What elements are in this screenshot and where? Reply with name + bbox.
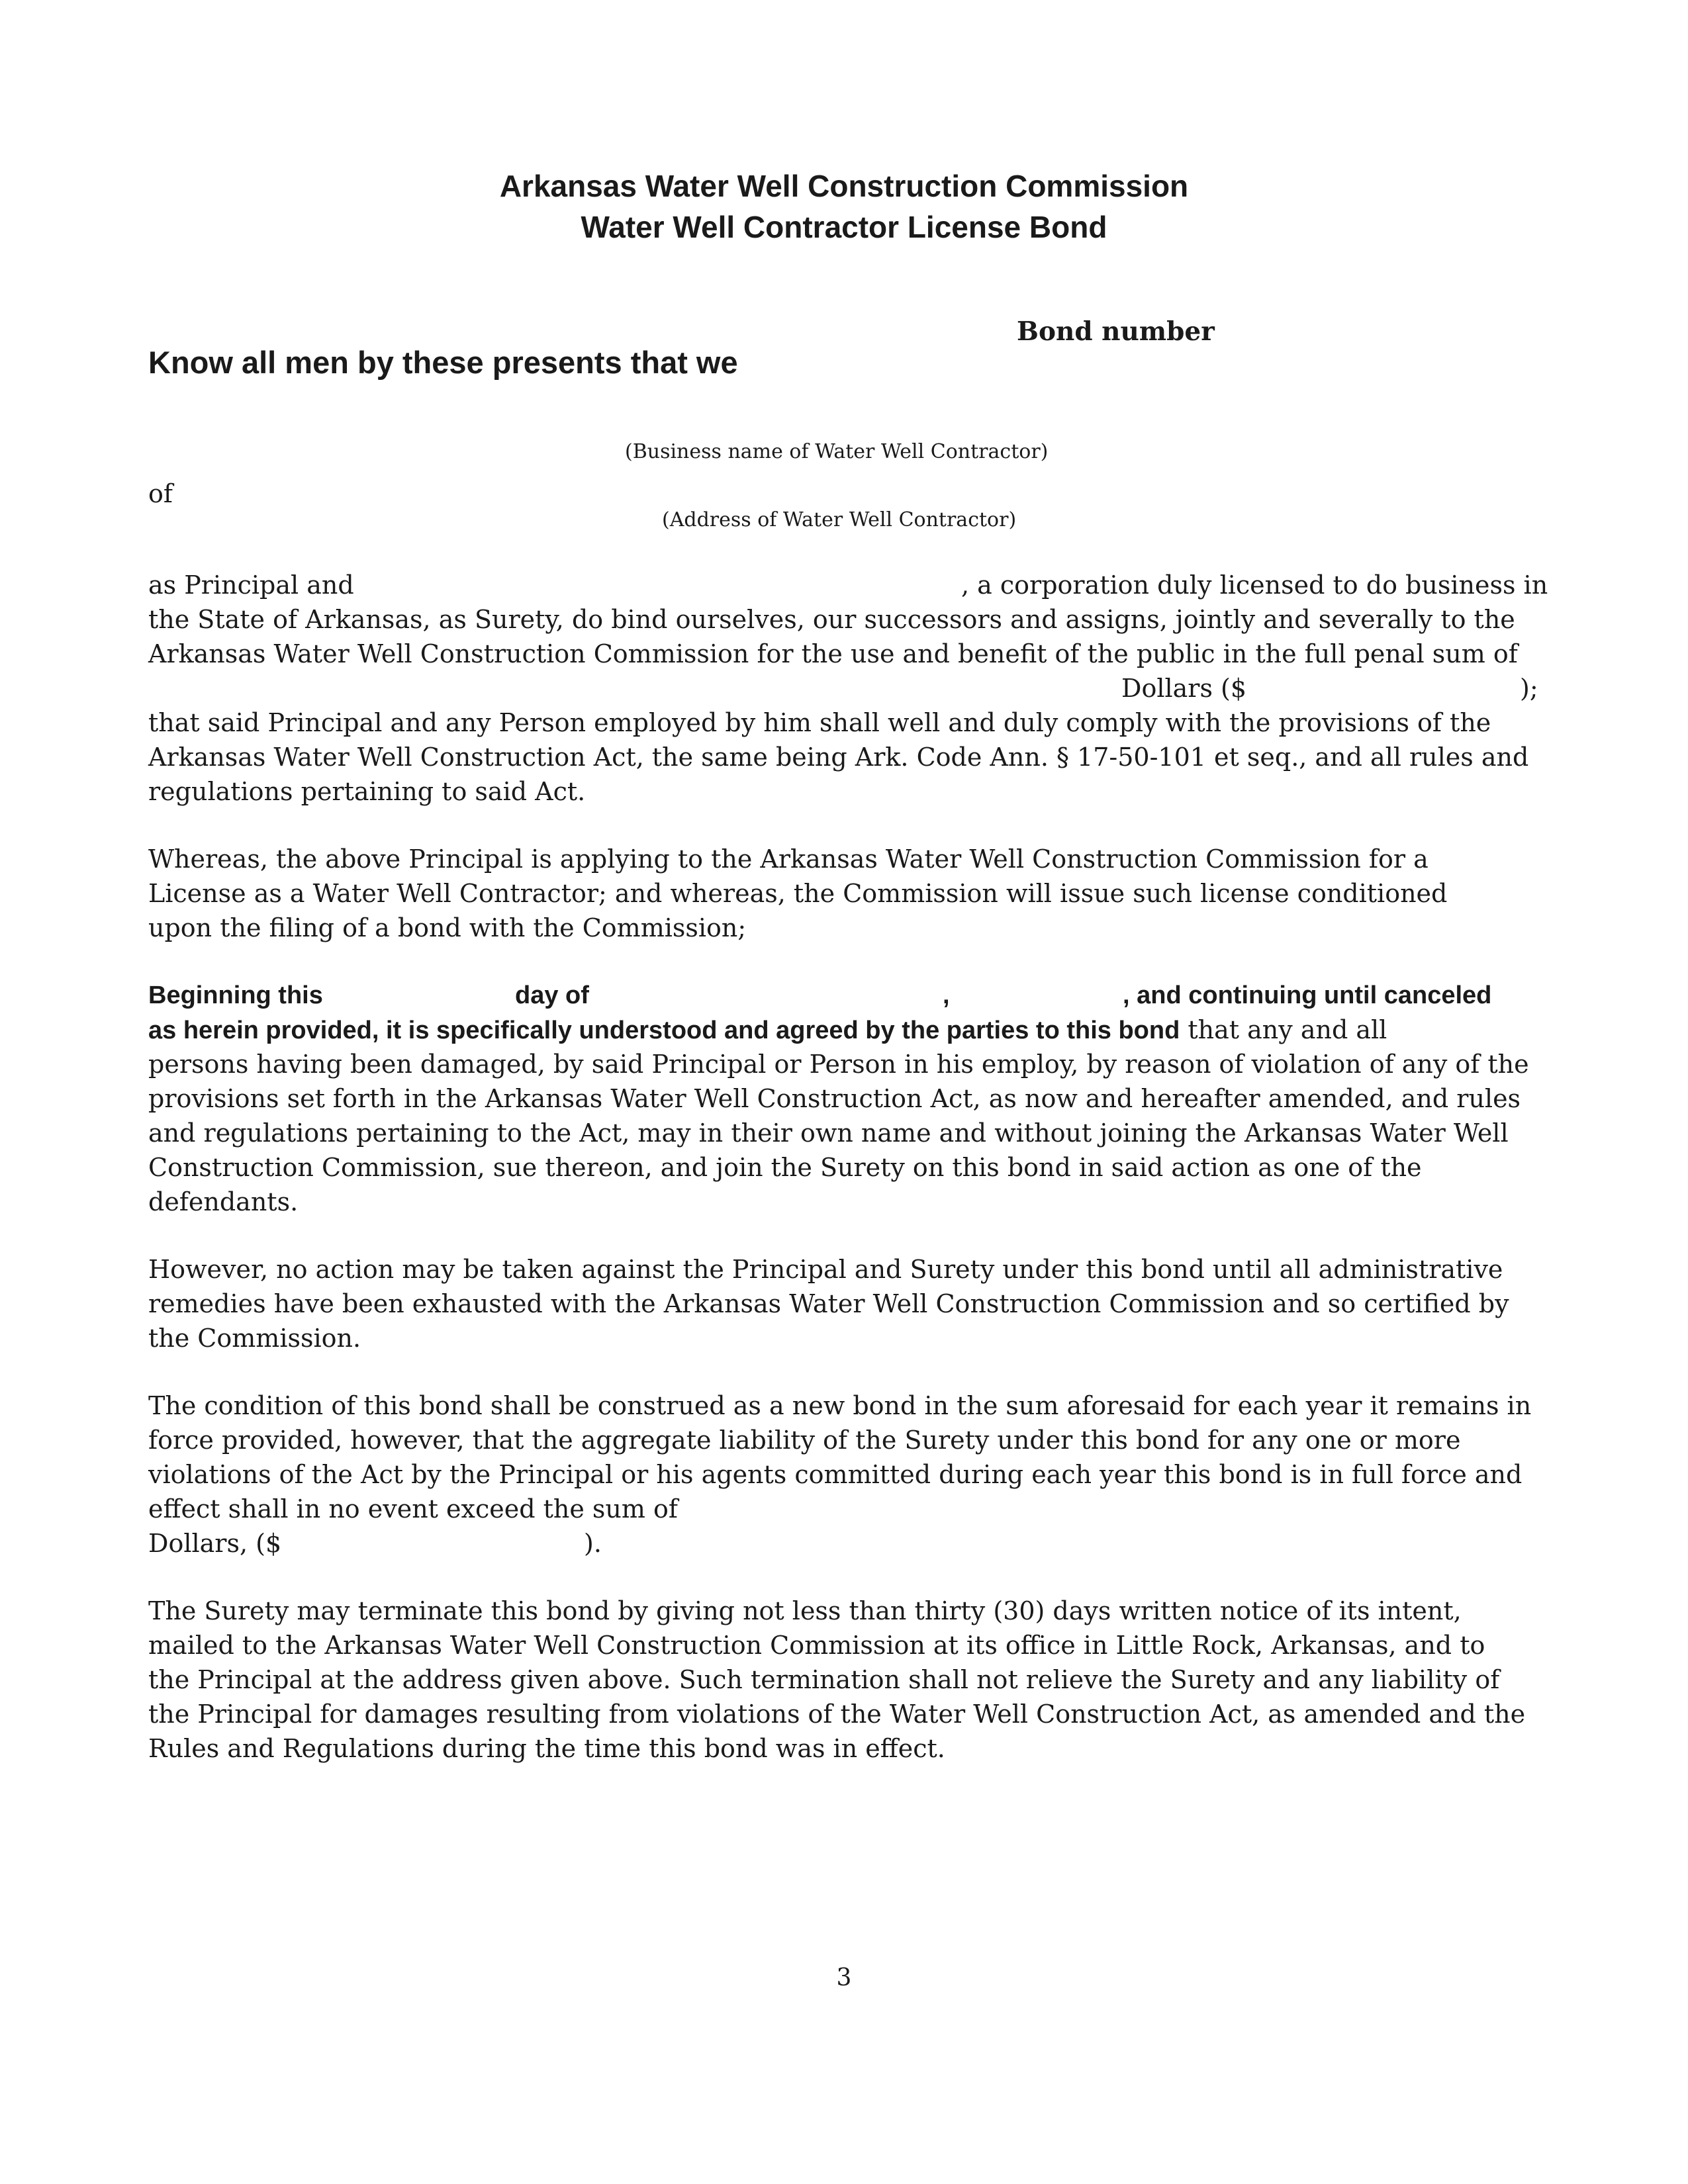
continuing-text: , and continuing until canceled bbox=[1123, 981, 1492, 1009]
text-line: the Commission. bbox=[148, 1324, 361, 1353]
day-of-text: day of bbox=[515, 981, 589, 1009]
text-line: violations of the Act by the Principal or his agents committed during each year this bond is in full force and bbox=[148, 1460, 1523, 1489]
document-subtitle: Water Well Contractor License Bond bbox=[581, 210, 1107, 244]
text-line: the Principal for damages resulting from violations of the Water Well Construction Act, as amended and the bbox=[148, 1700, 1526, 1729]
of-label: of bbox=[148, 479, 173, 508]
text-line: persons having been damaged, by said Principal or Person in his employ, by reason of violation of any of the bbox=[148, 1050, 1529, 1079]
intro-heading: Know all men by these presents that we bbox=[148, 345, 738, 380]
paragraph-termination bbox=[148, 1594, 1538, 1766]
dollars-label-2: Dollars, ($ bbox=[148, 1529, 282, 1558]
page-number: 3 bbox=[836, 1964, 852, 1991]
text-line: the Principal at the address given above. Such termination shall not relieve the Surety and any liability of bbox=[148, 1665, 1500, 1694]
text-line: the State of Arkansas, as Surety, do bind ourselves, our successors and assigns, jointly and severally to the bbox=[148, 605, 1515, 634]
text-line: force provided, however, that the aggregate liability of the Surety under this bond for any one or more bbox=[148, 1426, 1461, 1455]
text-line: remedies have been exhausted with the Arkansas Water Well Construction Commission and so certified by bbox=[148, 1289, 1509, 1318]
text-line: The condition of this bond shall be construed as a new bond in the sum aforesaid for each year it remains in bbox=[148, 1391, 1532, 1420]
corporation-text: , a corporation duly licensed to do business in bbox=[961, 570, 1548, 600]
paragraph-however bbox=[148, 1252, 1538, 1355]
paragraph-principal-surety bbox=[148, 568, 1548, 809]
text-line: regulations pertaining to said Act. bbox=[148, 777, 586, 806]
text-line: and regulations pertaining to the Act, may in their own name and without joining the Arkansas Water Well bbox=[148, 1118, 1509, 1148]
dollars-close: ); bbox=[1520, 674, 1538, 703]
beginning-this-text: Beginning this bbox=[148, 981, 323, 1009]
document-title: Arkansas Water Well Construction Commission bbox=[499, 169, 1189, 203]
text-line: mailed to the Arkansas Water Well Construction Commission at its office in Little Rock, Arkansas, and to bbox=[148, 1631, 1485, 1660]
text-line: effect shall in no event exceed the sum of bbox=[148, 1494, 678, 1524]
comma-text: , bbox=[943, 981, 950, 1009]
bond-number-label: Bond number bbox=[1017, 316, 1215, 347]
text-line: provisions set forth in the Arkansas Water Well Construction Act, as now and hereafter amended, and rules bbox=[148, 1084, 1521, 1113]
as-principal-text: as Principal and bbox=[148, 570, 354, 600]
dollars-label: Dollars ($ bbox=[1121, 674, 1247, 703]
agreement-bold-text: as herein provided, it is specifically understood and agreed by the parties to this bond bbox=[148, 1017, 1180, 1044]
paragraph-condition bbox=[148, 1388, 1538, 1561]
business-name-caption: (Business name of Water Well Contractor) bbox=[625, 440, 1049, 463]
dollars-close-2: ). bbox=[584, 1529, 602, 1558]
text-line: upon the filing of a bond with the Commission; bbox=[148, 913, 747, 942]
text-line: License as a Water Well Contractor; and whereas, the Commission will issue such license conditioned bbox=[148, 879, 1448, 908]
text-line: Construction Commission, sue thereon, and join the Surety on this bond in said action as one of the bbox=[148, 1153, 1422, 1182]
text-line: Whereas, the above Principal is applying to the Arkansas Water Well Construction Commission for a bbox=[148, 844, 1429, 874]
paragraph-beginning bbox=[148, 978, 1538, 1219]
text-line: However, no action may be taken against the Principal and Surety under this bond until all administrative bbox=[148, 1255, 1503, 1284]
agreement-rest-text: that any and all bbox=[1180, 1015, 1387, 1044]
paragraph-whereas bbox=[148, 842, 1538, 945]
text-line: Rules and Regulations during the time this bond was in effect. bbox=[148, 1734, 945, 1763]
text-line: defendants. bbox=[148, 1187, 299, 1216]
address-caption: (Address of Water Well Contractor) bbox=[662, 508, 1017, 531]
text-line: Arkansas Water Well Construction Commission for the use and benefit of the public in the full penal sum of bbox=[148, 639, 1518, 668]
text-line: that said Principal and any Person employed by him shall well and duly comply with the provisions of the bbox=[148, 708, 1491, 737]
text-line: The Surety may terminate this bond by giving not less than thirty (30) days written notice of its intent, bbox=[148, 1596, 1462, 1625]
text-line: Arkansas Water Well Construction Act, the same being Ark. Code Ann. § 17-50-101 et seq., and all rules and bbox=[148, 743, 1529, 772]
